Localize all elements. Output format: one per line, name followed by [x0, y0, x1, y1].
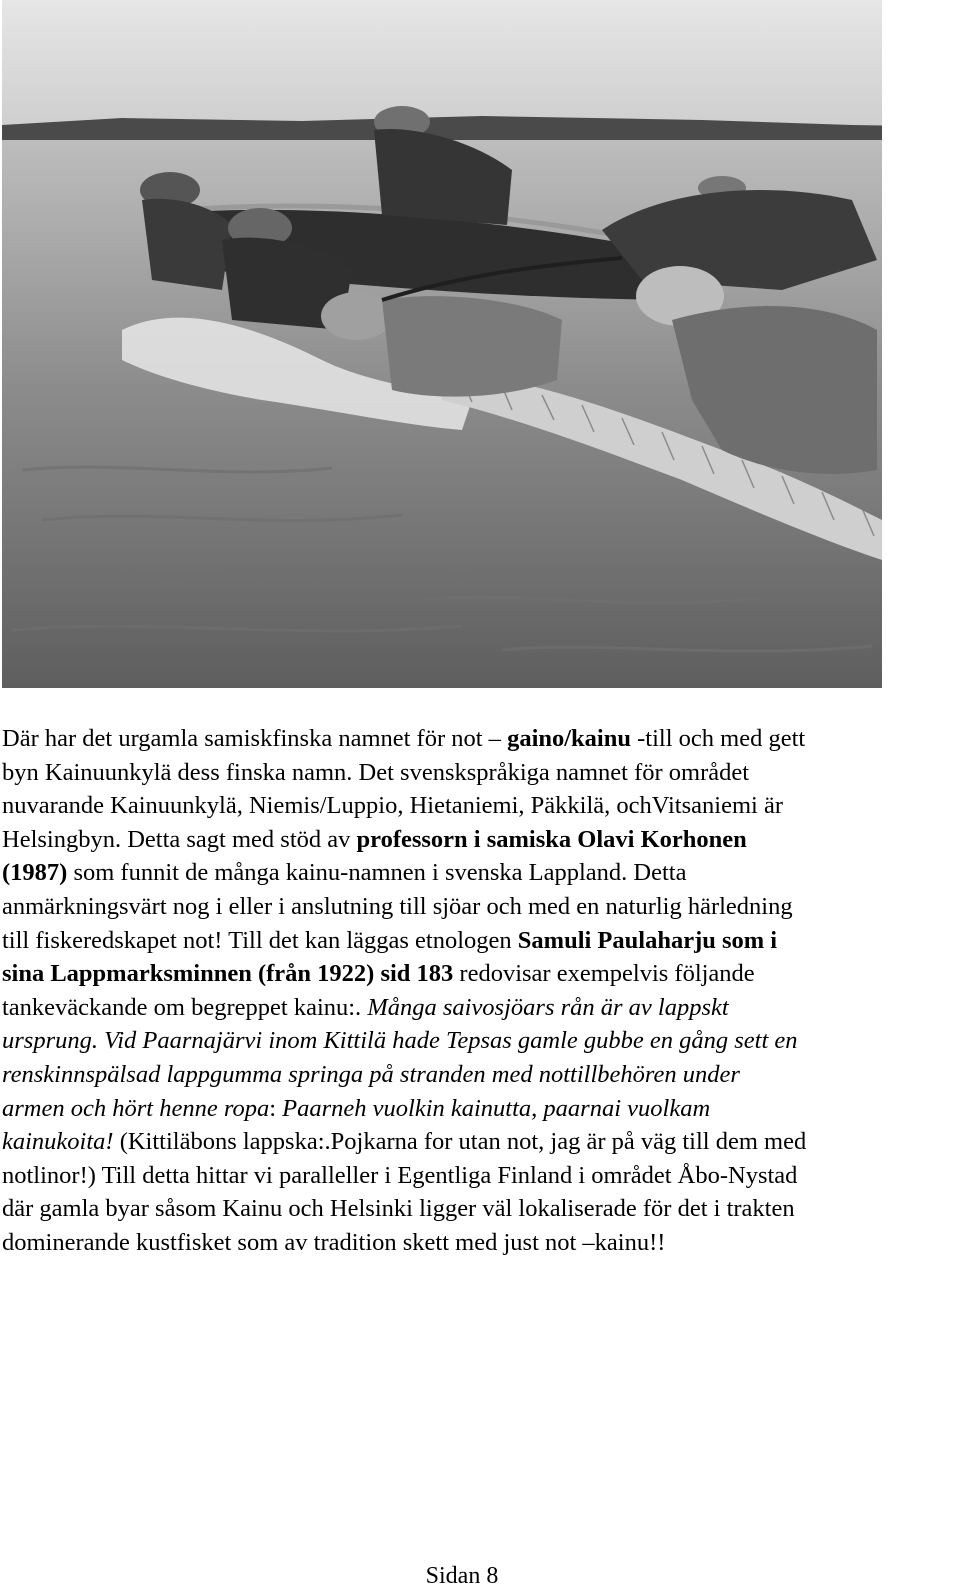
- italic-text: renskinnspälsad lappgumma springa på stranden med nottillbehören under: [2, 1060, 740, 1088]
- italic-text: kainukoita!: [2, 1128, 114, 1156]
- italic-text: armen och hört henne ropa: [2, 1094, 270, 1122]
- text-run: Helsingbyn. Detta sagt med stöd av: [2, 825, 357, 853]
- text-line: [2, 856, 954, 890]
- bold-text: professorn i samiska Olavi Korhonen: [356, 825, 747, 853]
- text-line: [2, 991, 954, 1025]
- text-line: [2, 1192, 954, 1226]
- body-paragraph: [2, 722, 954, 1260]
- text-line: [2, 1226, 954, 1260]
- text-line: [2, 890, 954, 924]
- text-line: [2, 722, 954, 756]
- italic-text: ursprung. Vid Paarnajärvi inom Kittilä hade Tepsas gamle gubbe en gång sett en: [2, 1027, 798, 1055]
- text-run: redovisar exempelvis följande: [453, 960, 755, 988]
- text-line: [2, 789, 954, 823]
- text-line: [2, 1125, 954, 1159]
- text-run: (Kittiläbons lappska:.Pojkarna for utan not, jag är på väg till dem med: [113, 1128, 807, 1156]
- text-run: tankeväckande om begreppet kainu:.: [2, 993, 368, 1021]
- text-run: byn Kainuunkylä dess finska namn. Det svenskspråkiga namnet för området: [2, 758, 750, 786]
- text-run: som funnit de många kainu-namnen i svenska Lappland. Detta: [67, 859, 687, 887]
- text-line: [2, 1058, 954, 1092]
- text-run: -till och med gett: [631, 725, 806, 752]
- text-run: Där har det urgamla samiskfinska namnet för not –: [2, 725, 508, 752]
- bold-text: Samuli Paulaharju som i: [517, 926, 778, 954]
- italic-text: Paarneh vuolkin kainutta, paarnai vuolkam: [282, 1094, 711, 1122]
- page-footer: [0, 1562, 960, 1590]
- text-line: [2, 1159, 954, 1193]
- text-line: [2, 756, 954, 790]
- page-number: Sidan 8: [425, 1563, 499, 1589]
- text-run: :: [269, 1094, 283, 1122]
- bold-text: gaino/kainu: [507, 725, 631, 752]
- text-run: dominerande kustfisket som av tradition skett med just not –kainu!!: [2, 1228, 666, 1256]
- text-run: anmärkningsvärt nog i eller i anslutning till sjöar och med en naturlig härledning: [2, 892, 793, 920]
- text-line: [2, 1024, 954, 1058]
- photo-fishermen-hauling-net: [2, 0, 882, 688]
- bold-text: (1987): [2, 859, 68, 887]
- text-run: nuvarande Kainuunkylä, Niemis/Luppio, Hietaniemi, Päkkilä, ochVitsaniemi är: [2, 792, 783, 820]
- text-line: [2, 823, 954, 857]
- text-run: till fiskeredskapet not! Till det kan läggas etnologen: [2, 926, 518, 954]
- text-line: [2, 957, 954, 991]
- text-line: [2, 1092, 954, 1126]
- bold-text: sina Lappmarksminnen (från 1922) sid 183: [2, 960, 454, 988]
- italic-text: Många saivosjöars rån är av lappskt: [367, 993, 729, 1021]
- text-run: där gamla byar såsom Kainu och Helsinki ligger väl lokaliserade för det i trakten: [2, 1195, 795, 1223]
- text-line: [2, 924, 954, 958]
- text-run: notlinor!) Till detta hittar vi paralleller i Egentliga Finland i området Åbo-Nystad: [2, 1161, 798, 1189]
- fishermen-hauling-net-icon: [2, 0, 882, 688]
